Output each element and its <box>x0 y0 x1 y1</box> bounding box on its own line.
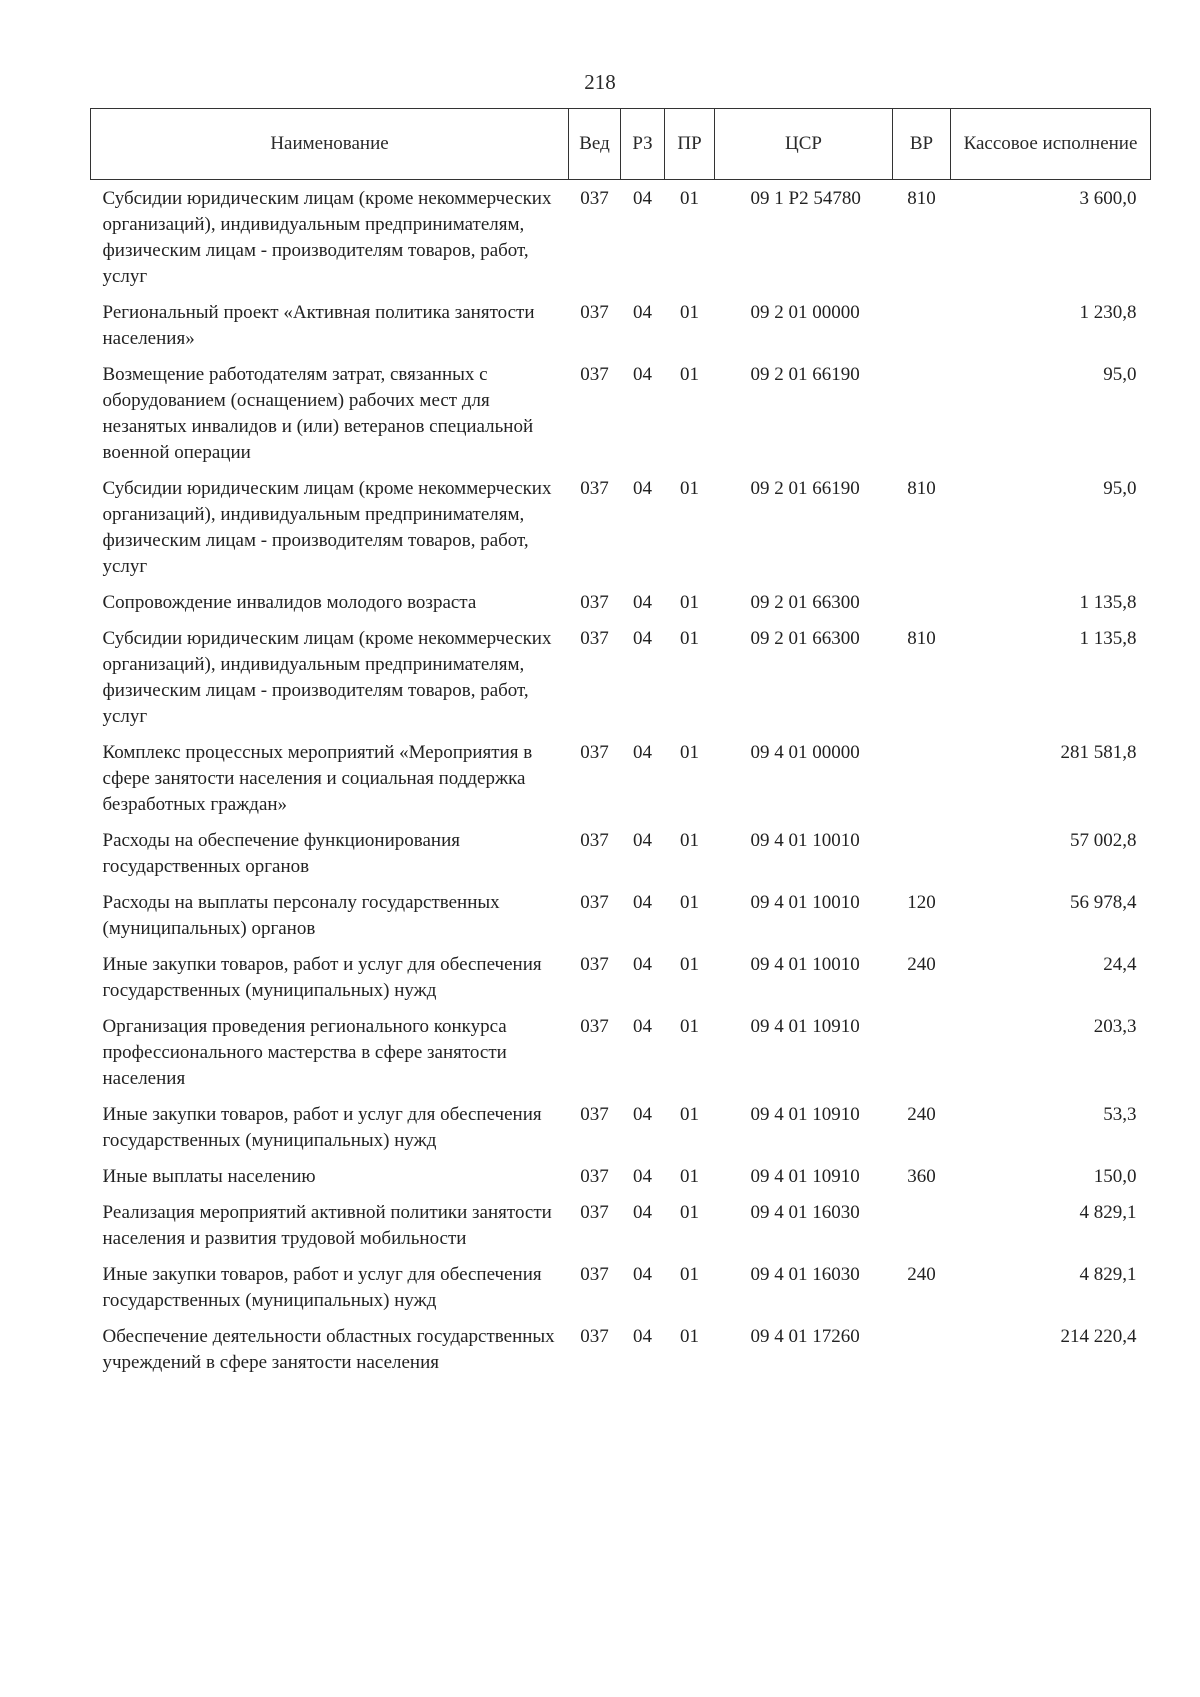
row-sum: 214 220,4 <box>1060 1326 1137 1347</box>
row-name: Региональный проект «Активная политика занятости населения» <box>102 302 535 349</box>
row-pr: 01 <box>680 1202 699 1223</box>
row-name: Субсидии юридическим лицам (кроме некоммерческих организаций), индивидуальным предпринимателям, физическим лицам - производителям товаров, работ, услуг <box>102 188 552 287</box>
table-row <box>91 822 1151 884</box>
header-ved: Вед <box>569 109 621 180</box>
row-pr: 01 <box>680 628 699 649</box>
table-row <box>91 1194 1151 1256</box>
row-vr <box>893 1008 951 1096</box>
row-pr: 01 <box>680 478 699 499</box>
row-sum: 57 002,8 <box>1070 830 1137 851</box>
row-csr: 09 4 01 16030 <box>750 1264 860 1285</box>
row-rz: 04 <box>633 1104 652 1125</box>
header-csr: ЦСР <box>715 109 893 180</box>
row-rz: 04 <box>633 892 652 913</box>
table-row <box>91 1318 1151 1380</box>
row-rz: 04 <box>633 1202 652 1223</box>
row-ved: 037 <box>580 1202 609 1223</box>
row-vr <box>893 1318 951 1380</box>
row-ved: 037 <box>580 364 609 385</box>
row-sum: 281 581,8 <box>1060 742 1137 763</box>
row-rz: 04 <box>633 1264 652 1285</box>
row-vr: 810 <box>907 188 936 209</box>
row-csr: 09 2 01 66190 <box>750 478 860 499</box>
row-vr: 240 <box>907 1104 936 1125</box>
row-name: Иные выплаты населению <box>102 1166 316 1187</box>
table-row <box>91 584 1151 620</box>
row-pr: 01 <box>680 364 699 385</box>
row-csr: 09 4 01 10010 <box>750 892 860 913</box>
row-sum: 56 978,4 <box>1070 892 1137 913</box>
row-ved: 037 <box>580 1166 609 1187</box>
header-rz: РЗ <box>621 109 665 180</box>
row-csr: 09 2 01 66300 <box>750 628 860 649</box>
row-csr: 09 4 01 10010 <box>750 830 860 851</box>
row-ved: 037 <box>580 478 609 499</box>
row-ved: 037 <box>580 1104 609 1125</box>
row-csr: 09 4 01 10910 <box>750 1016 860 1037</box>
row-ved: 037 <box>580 1326 609 1347</box>
row-csr: 09 4 01 17260 <box>750 1326 860 1347</box>
row-name: Иные закупки товаров, работ и услуг для обеспечения государственных (муниципальных) нужд <box>102 954 542 1001</box>
row-csr: 09 2 01 66300 <box>750 592 860 613</box>
row-pr: 01 <box>680 302 699 323</box>
row-rz: 04 <box>633 592 652 613</box>
row-csr: 09 2 01 00000 <box>750 302 860 323</box>
row-sum: 3 600,0 <box>1079 188 1137 209</box>
row-pr: 01 <box>680 830 699 851</box>
row-vr <box>893 356 951 470</box>
row-rz: 04 <box>633 954 652 975</box>
row-sum: 95,0 <box>1103 364 1137 385</box>
row-vr: 810 <box>907 478 936 499</box>
row-pr: 01 <box>680 742 699 763</box>
page-number: 218 <box>584 70 616 94</box>
row-sum: 4 829,1 <box>1079 1202 1137 1223</box>
row-name: Иные закупки товаров, работ и услуг для обеспечения государственных (муниципальных) нужд <box>102 1104 542 1151</box>
row-sum: 95,0 <box>1103 478 1137 499</box>
row-ved: 037 <box>580 1016 609 1037</box>
row-ved: 037 <box>580 188 609 209</box>
table-row <box>91 1008 1151 1096</box>
row-sum: 150,0 <box>1093 1166 1137 1187</box>
row-rz: 04 <box>633 1326 652 1347</box>
row-rz: 04 <box>633 628 652 649</box>
table-row <box>91 946 1151 1008</box>
table-body <box>91 180 1151 1381</box>
row-name: Сопровождение инвалидов молодого возраста <box>102 592 477 613</box>
table-row <box>91 620 1151 734</box>
table-row <box>91 1256 1151 1318</box>
table-row <box>91 294 1151 356</box>
row-rz: 04 <box>633 742 652 763</box>
row-name: Организация проведения регионального конкурса профессионального мастерства в сфере занятости населения <box>102 1016 507 1089</box>
header-name: Наименование <box>91 109 569 180</box>
row-vr: 240 <box>907 1264 936 1285</box>
row-name: Субсидии юридическим лицам (кроме некоммерческих организаций), индивидуальным предпринимателям, физическим лицам - производителям товаров, работ, услуг <box>102 628 552 727</box>
row-rz: 04 <box>633 364 652 385</box>
row-sum: 203,3 <box>1093 1016 1137 1037</box>
budget-table <box>90 108 1151 1380</box>
row-sum: 53,3 <box>1103 1104 1137 1125</box>
row-vr <box>893 734 951 822</box>
row-sum: 1 135,8 <box>1079 628 1137 649</box>
row-rz: 04 <box>633 188 652 209</box>
row-name: Обеспечение деятельности областных государственных учреждений в сфере занятости населения <box>102 1326 555 1373</box>
row-name: Комплекс процессных мероприятий «Мероприятия в сфере занятости населения и социальная поддержка безработных граждан» <box>102 742 533 815</box>
row-pr: 01 <box>680 592 699 613</box>
table-header-row <box>91 109 1151 180</box>
row-ved: 037 <box>580 1264 609 1285</box>
row-rz: 04 <box>633 830 652 851</box>
row-pr: 01 <box>680 1166 699 1187</box>
row-name: Возмещение работодателям затрат, связанных с оборудованием (оснащением) рабочих мест для незанятых инвалидов и (или) ветеранов специальной военной операции <box>102 364 534 463</box>
table-row <box>91 470 1151 584</box>
table-row <box>91 734 1151 822</box>
header-pr: ПР <box>665 109 715 180</box>
table-row <box>91 180 1151 295</box>
header-sum: Кассовое исполнение <box>951 109 1151 180</box>
row-csr: 09 4 01 10910 <box>750 1104 860 1125</box>
row-pr: 01 <box>680 188 699 209</box>
row-name: Реализация мероприятий активной политики занятости населения и развития трудовой мобильности <box>102 1202 552 1249</box>
row-vr: 360 <box>907 1166 936 1187</box>
row-sum: 24,4 <box>1103 954 1137 975</box>
row-name: Расходы на обеспечение функционирования государственных органов <box>102 830 460 877</box>
row-csr: 09 4 01 10010 <box>750 954 860 975</box>
row-vr: 120 <box>907 892 936 913</box>
row-csr: 09 4 01 16030 <box>750 1202 860 1223</box>
table-row <box>91 884 1151 946</box>
row-pr: 01 <box>680 1264 699 1285</box>
row-csr: 09 4 01 10910 <box>750 1166 860 1187</box>
table-row <box>91 1096 1151 1158</box>
row-rz: 04 <box>633 1166 652 1187</box>
header-vr: ВР <box>893 109 951 180</box>
row-vr: 240 <box>907 954 936 975</box>
table-row <box>91 356 1151 470</box>
row-vr <box>893 822 951 884</box>
row-rz: 04 <box>633 302 652 323</box>
row-sum: 1 230,8 <box>1079 302 1137 323</box>
table-row <box>91 1158 1151 1194</box>
row-csr: 09 2 01 66190 <box>750 364 860 385</box>
row-ved: 037 <box>580 628 609 649</box>
row-ved: 037 <box>580 592 609 613</box>
row-name: Расходы на выплаты персоналу государственных (муниципальных) органов <box>102 892 500 939</box>
row-name: Иные закупки товаров, работ и услуг для обеспечения государственных (муниципальных) нужд <box>102 1264 542 1311</box>
row-sum: 1 135,8 <box>1079 592 1137 613</box>
row-ved: 037 <box>580 742 609 763</box>
row-ved: 037 <box>580 830 609 851</box>
row-pr: 01 <box>680 954 699 975</box>
row-pr: 01 <box>680 1016 699 1037</box>
row-rz: 04 <box>633 478 652 499</box>
row-vr <box>893 584 951 620</box>
row-pr: 01 <box>680 892 699 913</box>
row-vr <box>893 1194 951 1256</box>
row-sum: 4 829,1 <box>1079 1264 1137 1285</box>
row-ved: 037 <box>580 954 609 975</box>
row-name: Субсидии юридическим лицам (кроме некоммерческих организаций), индивидуальным предпринимателям, физическим лицам - производителям товаров, работ, услуг <box>102 478 552 577</box>
row-csr: 09 1 Р2 54780 <box>750 188 861 209</box>
row-pr: 01 <box>680 1104 699 1125</box>
row-ved: 037 <box>580 892 609 913</box>
row-csr: 09 4 01 00000 <box>750 742 860 763</box>
row-vr: 810 <box>907 628 936 649</box>
row-rz: 04 <box>633 1016 652 1037</box>
row-vr <box>893 294 951 356</box>
row-ved: 037 <box>580 302 609 323</box>
row-pr: 01 <box>680 1326 699 1347</box>
